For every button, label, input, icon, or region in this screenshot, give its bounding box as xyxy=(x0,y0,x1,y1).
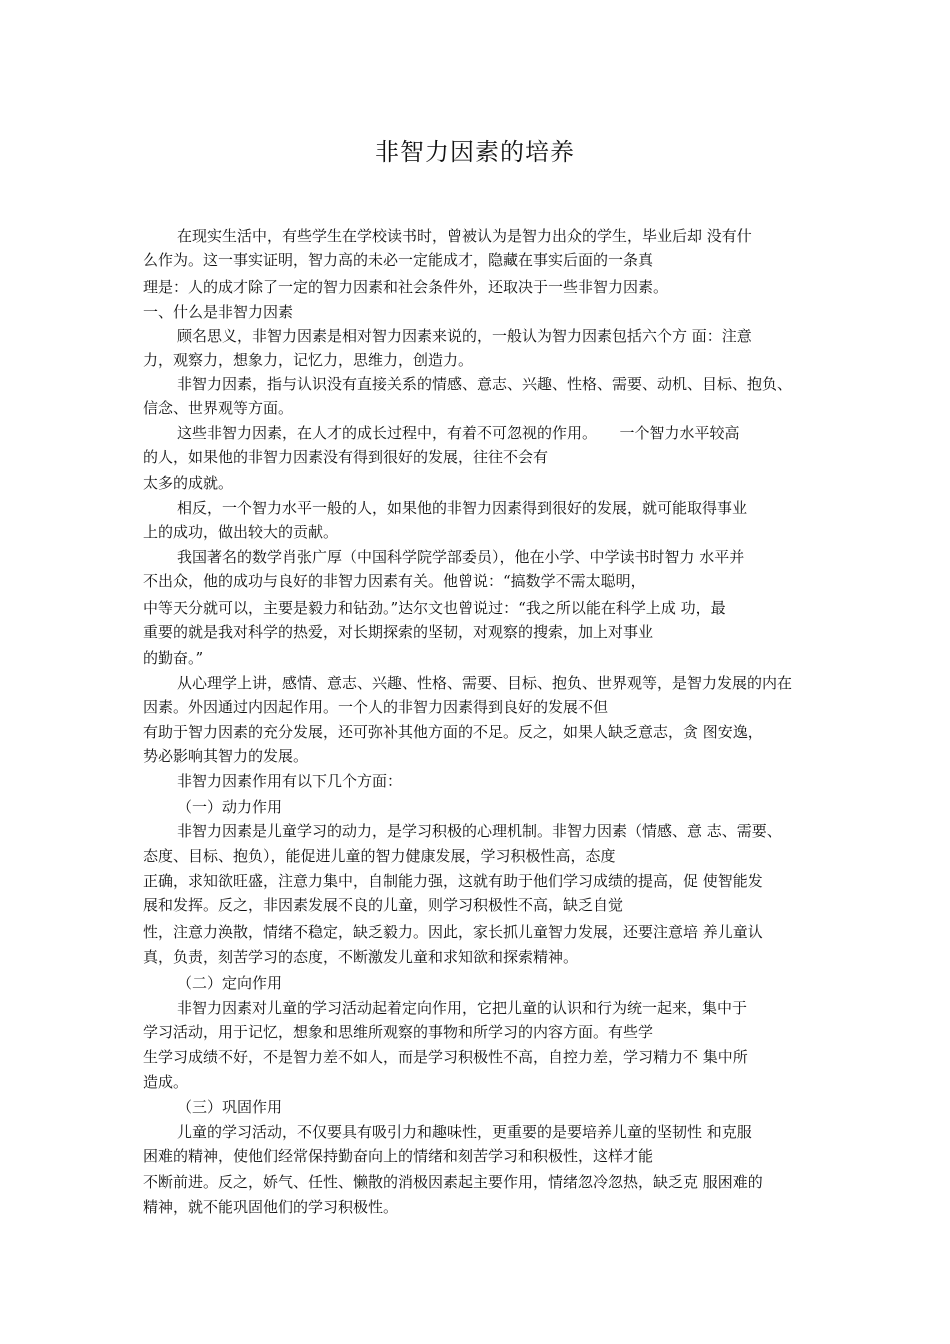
text-line: 中等天分就可以，主要是毅力和钻劲。”达尔文也曾说过：“我之所以能在科学上成 功，最 xyxy=(143,599,726,617)
text-line: 信念、世界观等方面。 xyxy=(143,399,294,417)
text-line: 顾名思义，非智力因素是相对智力因素来说的，一般认为智力因素包括六个方 面：注意 xyxy=(177,327,752,345)
text-line: 因素。外因通过内因起作用。一个人的非智力因素得到良好的发展不但 xyxy=(143,698,609,716)
text-line: 的勤奋。” xyxy=(143,649,204,667)
text-line: （二）定向作用 xyxy=(177,974,283,992)
text-line: 我国著名的数学肖张广厚（中国科学院学部委员），他在小学、中学读书时智力 水平并 xyxy=(177,548,745,566)
text-line: 相反，一个智力水平一般的人，如果他的非智力因素得到很好的发展，就可能取得事业 xyxy=(177,499,748,517)
text-line: 么作为。这一事实证明，智力高的未必一定能成才，隐藏在事实后面的一条真 xyxy=(143,251,654,269)
text-line: （三）巩固作用 xyxy=(177,1098,283,1116)
text-line: 精神，就不能巩固他们的学习积极性。 xyxy=(143,1198,399,1216)
text-line: 生学习成绩不好，不是智力差不如人，而是学习积极性不高，自控力差，学习精力不 集中所 xyxy=(143,1048,748,1066)
text-line: 不断前进。反之，娇气、任性、懒散的消极因素起主要作用，情绪忽冷忽热，缺乏克 服困难的 xyxy=(143,1173,763,1191)
text-line: 真，负责，刻苦学习的态度，不断激发儿童和求知欲和探索精神。 xyxy=(143,948,579,966)
text-line: 正确，求知欲旺盛，注意力集中，自制能力强，这就有助于他们学习成绩的提高，促 使智能发 xyxy=(143,872,763,890)
text-line: （一）动力作用 xyxy=(177,798,283,816)
text-line: 重要的就是我对科学的热爱，对长期探索的坚韧，对观察的搜索，加上对事业 xyxy=(143,623,654,641)
text-line: 在现实生活中，有些学生在学校读书时，曾被认为是智力出众的学生，毕业后却 没有什 xyxy=(177,227,752,245)
text-line: 学习活动，用于记忆，想象和思维所观察的事物和所学习的内容方面。有些学 xyxy=(143,1023,654,1041)
text-line: 造成。 xyxy=(143,1073,189,1091)
text-line: 儿童的学习活动，不仅要具有吸引力和趣味性，更重要的是要培养儿童的坚韧性 和克服 xyxy=(177,1123,752,1141)
text-line: 太多的成就。 xyxy=(143,474,234,492)
text-line: 的人，如果他的非智力因素没有得到很好的发展，往往不会有 xyxy=(143,448,549,466)
text-line: 展和发挥。反之，非因素发展不良的儿童，则学习积极性不高，缺乏自觉 xyxy=(143,896,624,914)
text-line: 非智力因素作用有以下几个方面： xyxy=(177,772,403,790)
text-line: 困难的精神，使他们经常保持勤奋向上的情绪和刻苦学习和积极性，这样才能 xyxy=(143,1147,654,1165)
text-line: 从心理学上讲，感情、意志、兴趣、性格、需要、目标、抱负、世界观等，是智力发展的内在 xyxy=(177,674,793,692)
text-line: 上的成功，做出较大的贡献。 xyxy=(143,523,339,541)
document-title: 非智力因素的培养 xyxy=(375,138,575,166)
text-line: 性，注意力涣散，情绪不稳定，缺乏毅力。因此，家长抓儿童智力发展，还要注意培 养儿童认 xyxy=(143,923,763,941)
text-line: 非智力因素，指与认识没有直接关系的情感、意志、兴趣、性格、需要、动机、目标、抱负、 xyxy=(177,375,793,393)
text-line: 理是：人的成才除了一定的智力因素和社会条件外，还取决于一些非智力因素。 xyxy=(143,278,669,296)
text-line: 非智力因素是儿童学习的动力，是学习积极的心理机制。非智力因素（情感、意 志、需要、 xyxy=(177,822,782,840)
text-line: 有助于智力因素的充分发展，还可弥补其他方面的不足。反之，如果人缺乏意志，贪 图安逸， xyxy=(143,723,763,741)
text-line: 力，观察力，想象力，记忆力，思维力，创造力。 xyxy=(143,351,474,369)
text-line: 一、什么是非智力因素 xyxy=(143,303,294,321)
text-line: 态度、目标、抱负），能促进儿童的智力健康发展，学习积极性高，态度 xyxy=(143,847,616,865)
text-line: 不出众，他的成功与良好的非智力因素有关。他曾说：“搞数学不需太聪明， xyxy=(143,572,646,590)
text-line: 这些非智力因素，在人才的成长过程中，有着不可忽视的作用。 一个智力水平较高 xyxy=(177,424,740,442)
text-line: 势必影响其智力的发展。 xyxy=(143,747,309,765)
text-line: 非智力因素对儿童的学习活动起着定向作用，它把儿童的认识和行为统一起来，集中于 xyxy=(177,999,748,1017)
